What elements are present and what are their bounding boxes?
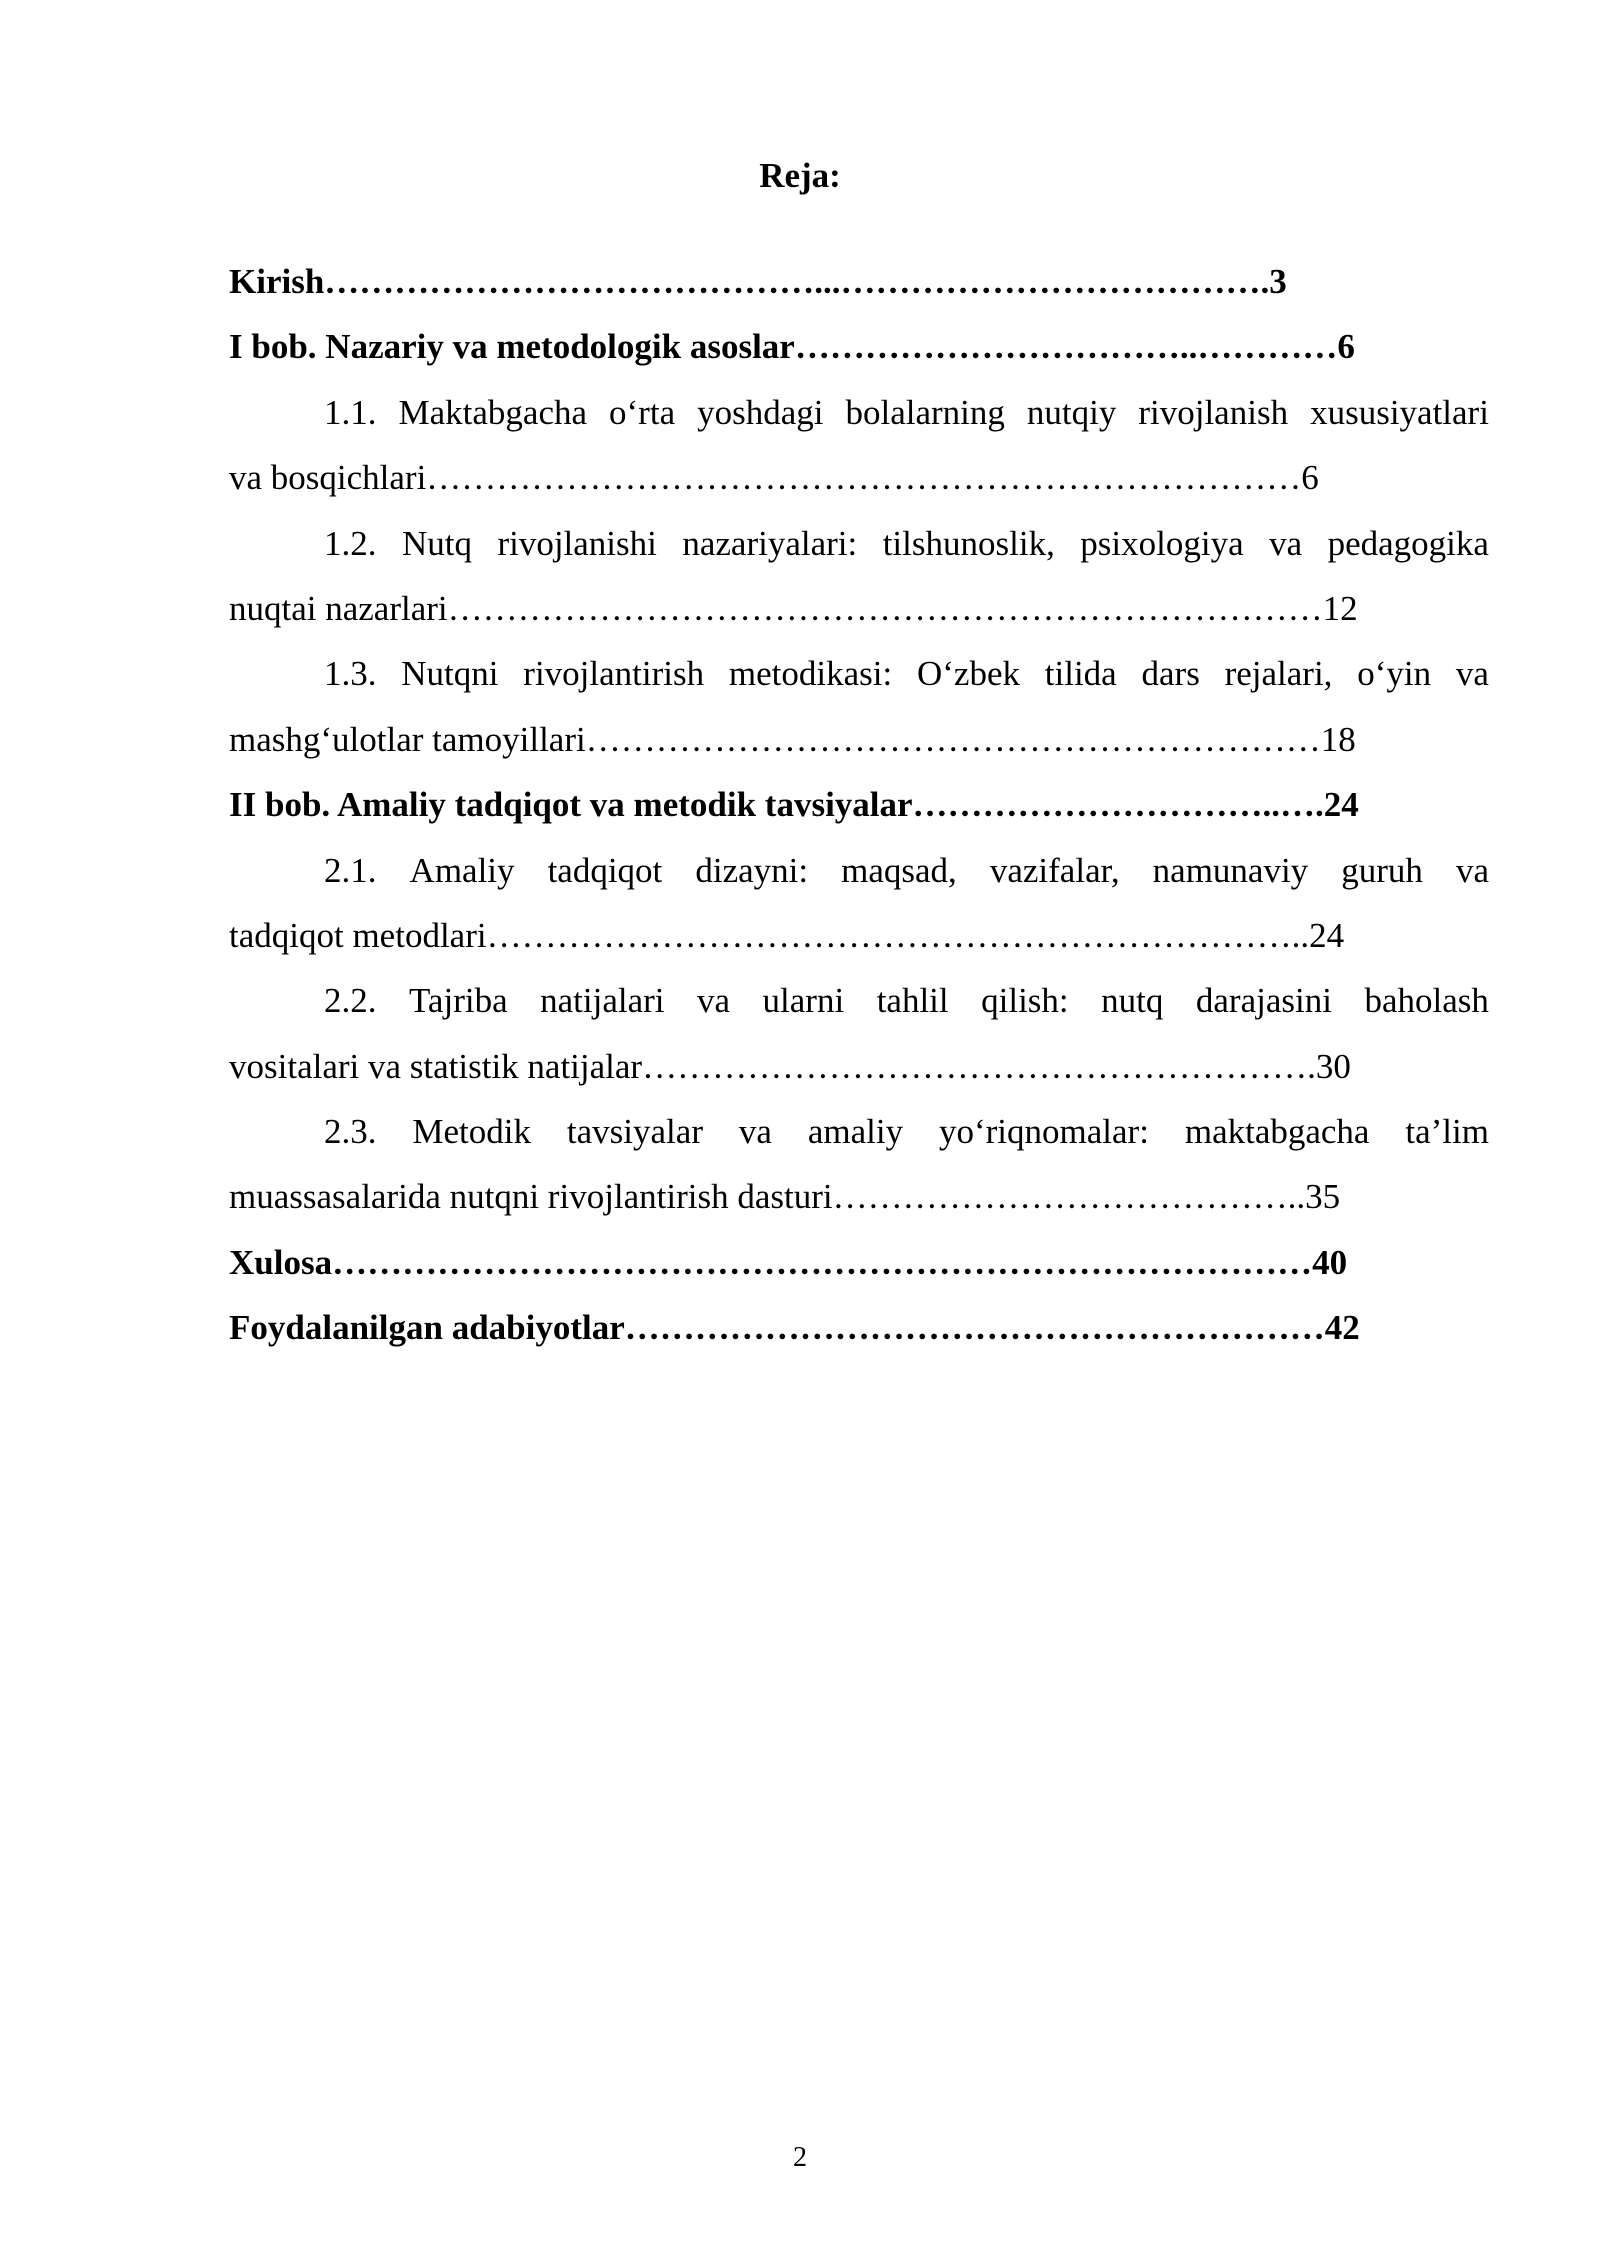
toc-word: Maktabgacha xyxy=(398,392,588,432)
toc-word: psixologiya xyxy=(1080,523,1244,563)
toc-word: yoshdagi xyxy=(697,392,824,432)
toc-word: metodikasi: xyxy=(728,654,893,694)
toc-word: rejalari, xyxy=(1224,654,1333,694)
toc-entry-chapter-1[interactable]: I bob. Nazariy va metodologik asoslar……………………………..…………6 xyxy=(229,327,1355,367)
toc-word: maqsad, xyxy=(841,850,957,890)
page-title: Reja: xyxy=(759,156,841,195)
toc-word: rivojlantirish xyxy=(523,654,705,694)
toc-word: xususiyatlari xyxy=(1310,392,1489,432)
toc-word: 1.3. xyxy=(324,654,377,694)
toc-word: nutqiy xyxy=(1026,392,1117,432)
toc-word: Amaliy xyxy=(409,850,515,890)
toc-word: pedagogika xyxy=(1327,523,1489,563)
toc-word: yo‘riqnomalar: xyxy=(939,1112,1149,1152)
toc-word: dizayni: xyxy=(695,850,809,890)
toc-word: tavsiyalar xyxy=(566,1112,703,1152)
toc-word: o‘yin xyxy=(1357,654,1432,694)
toc-word: va xyxy=(697,981,731,1021)
toc-entry-1-2-line-2[interactable]: nuqtai nazarlari…………………………………………………………………12 xyxy=(229,588,1358,628)
toc-word: maktabgacha xyxy=(1184,1112,1370,1152)
toc-entry-1-1-line-2[interactable]: va bosqichlari…………………………………………………………………6 xyxy=(229,458,1319,498)
toc-entry-2-3-line-1[interactable] xyxy=(229,1099,1489,1164)
toc-entry-2-2-line-2[interactable]: vositalari va statistik natijalar………………………………………………….30 xyxy=(229,1046,1351,1086)
toc-word: baholash xyxy=(1364,981,1489,1021)
toc-word: Tajriba xyxy=(409,981,508,1021)
toc-word: darajasini xyxy=(1195,981,1332,1021)
toc-word: nutq xyxy=(1101,981,1164,1021)
toc-word: va xyxy=(1455,850,1489,890)
toc-word: ularni xyxy=(762,981,845,1021)
toc-word: ta’lim xyxy=(1405,1112,1489,1152)
toc-word: bolalarning xyxy=(845,392,1005,432)
page-number: 2 xyxy=(793,2142,807,2173)
toc-entry-1-1-line-1[interactable] xyxy=(229,380,1489,445)
toc-entry-1-3-line-1[interactable] xyxy=(229,641,1489,706)
toc-word: tadqiqot xyxy=(547,850,663,890)
toc-word: Nutq xyxy=(401,523,472,563)
toc-word: O‘zbek xyxy=(916,654,1020,694)
toc-word: o‘rta xyxy=(609,392,676,432)
toc-word: natijalari xyxy=(540,981,665,1021)
toc-word: va xyxy=(738,1112,772,1152)
toc-word: namunaviy xyxy=(1152,850,1309,890)
toc-word: 2.1. xyxy=(324,850,377,890)
toc-word: tilida xyxy=(1044,654,1117,694)
toc-word: guruh xyxy=(1341,850,1423,890)
toc-word: rivojlanishi xyxy=(497,523,657,563)
toc-entry-2-1-line-1[interactable] xyxy=(229,838,1489,903)
toc-entry-kirish[interactable]: Kirish……………………………………...……………………………….3 xyxy=(229,262,1287,301)
toc-word: 1.2. xyxy=(324,523,377,563)
toc-word: va xyxy=(1455,654,1489,694)
toc-entry-1-2-line-1[interactable] xyxy=(229,511,1489,576)
toc-word: tahlil xyxy=(876,981,949,1021)
toc-word: 2.3. xyxy=(324,1112,377,1152)
toc-entry-2-2-line-1[interactable] xyxy=(229,968,1489,1033)
toc-word: amaliy xyxy=(807,1112,904,1152)
toc-entry-1-3-line-2[interactable]: mashg‘ulotlar tamoyillari………………………………………………………18 xyxy=(229,719,1356,759)
toc-word: va xyxy=(1269,523,1303,563)
toc-entry-chapter-2[interactable]: II bob. Amaliy tadqiqot va metodik tavsiyalar…………………………..….24 xyxy=(229,785,1359,825)
toc-word: dars xyxy=(1141,654,1200,694)
toc-entry-xulosa[interactable]: Xulosa…………………………………………………………………………40 xyxy=(229,1242,1348,1282)
toc-word: Nutqni xyxy=(401,654,499,694)
toc-word: 2.2. xyxy=(324,981,377,1021)
toc-entry-adabiyotlar[interactable]: Foydalanilgan adabiyotlar……………………………………………………42 xyxy=(229,1308,1360,1348)
toc-entry-2-1-line-2[interactable]: tadqiqot metodlari……………………………………………………………..24 xyxy=(229,915,1345,955)
toc-entry-2-3-line-2[interactable]: muassasalarida nutqni rivojlantirish dasturi…………………………………..35 xyxy=(229,1177,1341,1217)
toc-word: 1.1. xyxy=(324,392,377,432)
toc-word: qilish: xyxy=(981,981,1069,1021)
table-of-contents xyxy=(229,249,1489,1361)
toc-word: vazifalar, xyxy=(989,850,1120,890)
toc-word: rivojlanish xyxy=(1138,392,1289,432)
toc-word: nazariyalari: xyxy=(682,523,858,563)
toc-word: tilshunoslik, xyxy=(882,523,1055,563)
toc-word: Metodik xyxy=(412,1112,532,1152)
